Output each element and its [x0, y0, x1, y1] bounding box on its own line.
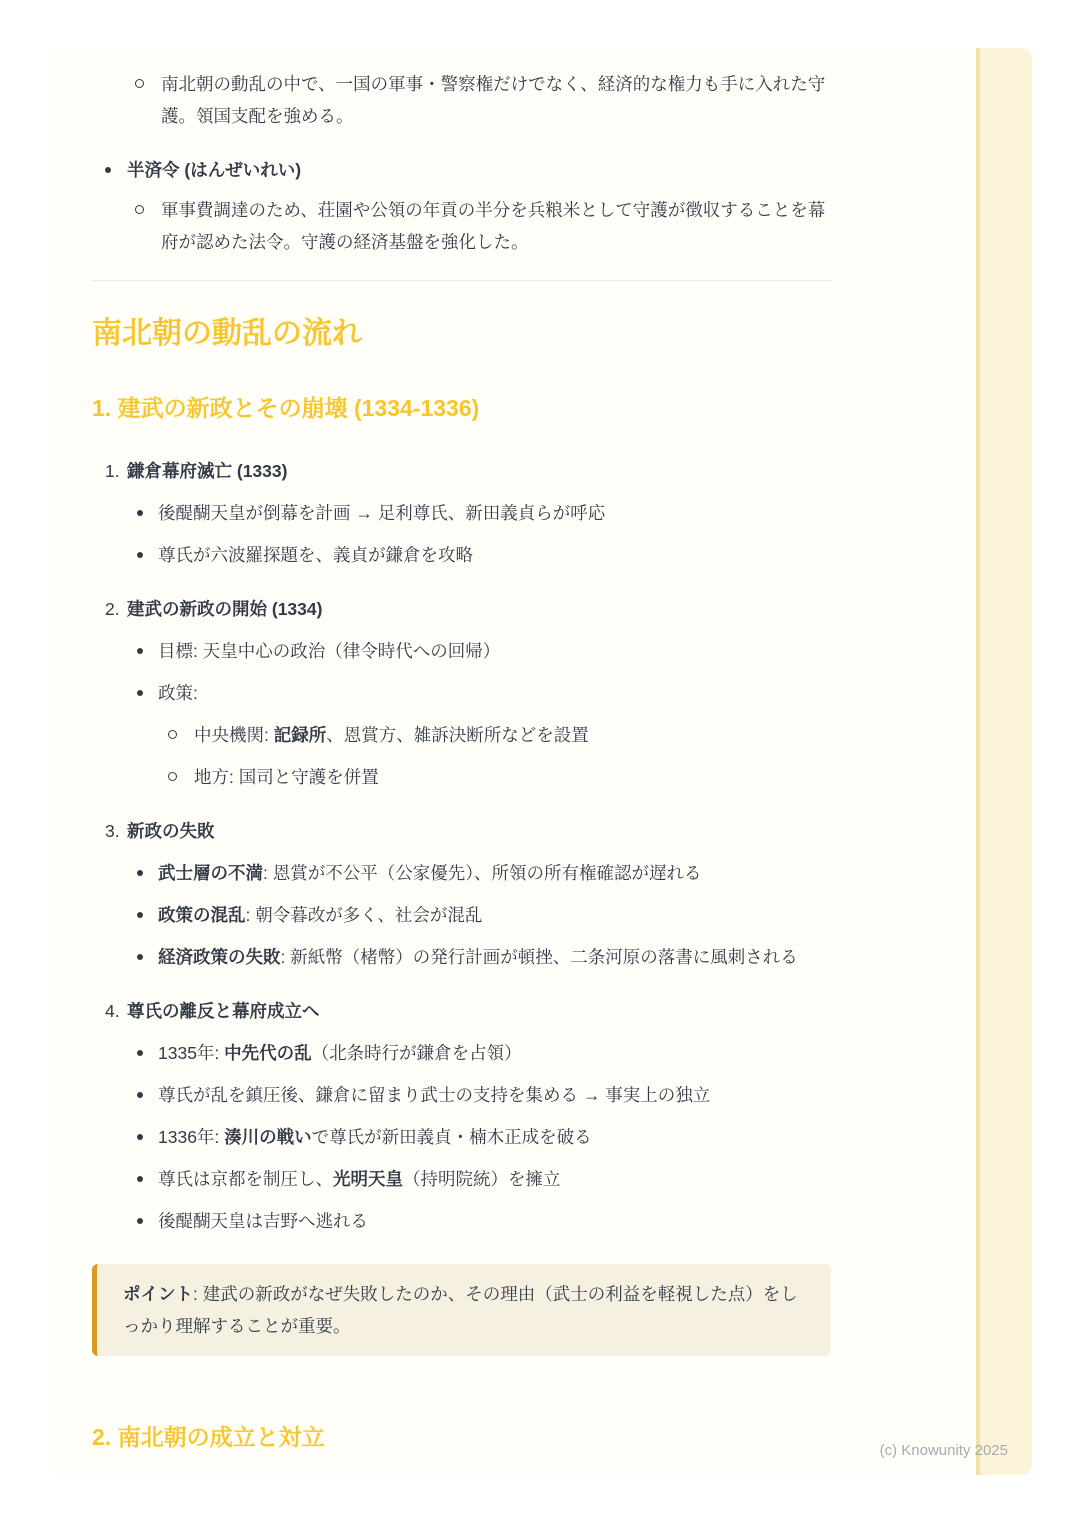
bullet-dot-icon: [137, 1050, 143, 1056]
outline-item: [92, 455, 837, 571]
list-item: [168, 761, 837, 793]
outline-item-title: [105, 995, 837, 1027]
list-item: [137, 899, 837, 931]
list-item-text: [158, 1163, 837, 1195]
outline-item: [92, 593, 837, 793]
text-part-bold: 中先代の乱: [224, 1043, 312, 1063]
outline-item: [92, 815, 837, 973]
list-item: [137, 539, 837, 571]
list-item-text: [158, 899, 837, 931]
list-item-text: 目標: 天皇中心の政治（律令時代への回帰）: [158, 641, 501, 661]
section-divider: [92, 280, 832, 281]
bullet-dot-icon: [137, 1218, 143, 1224]
list-item: [105, 154, 837, 186]
outline-item-title: [105, 593, 837, 625]
list-item-text: [158, 1037, 837, 1069]
point-text: : 建武の新政がなぜ失敗したのか、その理由（武士の利益を軽視した点）をしっかり理解することが重要。: [123, 1284, 798, 1336]
term-definition: 軍事費調達のため、荘園や公領の年貢の半分を兵粮米として守護が徴収することを幕府が認めた法令。守護の経済基盤を強化した。: [161, 200, 826, 252]
bullet-dot-icon: [137, 1092, 143, 1098]
outline-item: [92, 995, 837, 1237]
text-part-bold: 政策の混乱: [158, 905, 246, 925]
outline-title-text: 新政の失敗: [127, 821, 215, 841]
list-item-text: 後醍醐天皇が倒幕を計画 → 足利尊氏、新田義貞らが呼応: [158, 503, 606, 523]
subsection-heading-1: 1. 建武の新政とその崩壊 (1334-1336): [92, 395, 480, 421]
outline-item-title: [105, 815, 837, 847]
list-item-text: [158, 1121, 837, 1153]
list-number: 2.: [105, 599, 120, 619]
text-part: 中央機関:: [194, 725, 274, 745]
text-part: : 恩賞が不公平（公家優先）、所領の所有権確認が遅れる: [263, 863, 702, 883]
text-part: 1336年:: [158, 1127, 225, 1147]
list-item: [168, 719, 837, 751]
list-item: [135, 194, 837, 258]
outline-title-text: 尊氏の離反と幕府成立へ: [127, 1001, 320, 1021]
text-part: （北条時行が鎌倉を占領）: [311, 1043, 522, 1063]
list-item: [137, 635, 837, 667]
bullet-dot-icon: [137, 912, 143, 918]
list-number: 3.: [105, 821, 120, 841]
list-item-text: 地方: 国司と守護を併置: [194, 767, 379, 787]
bullet-circle-icon: [168, 772, 177, 781]
list-item: [137, 1079, 837, 1111]
list-item-text: 尊氏が乱を鎮圧後、鎌倉に留まり武士の支持を集める → 事実上の独立: [158, 1085, 711, 1105]
term-label: 半済令 (はんぜいれい): [127, 160, 302, 180]
text-part-bold: 湊川の戦い: [224, 1127, 312, 1147]
copyright-watermark: (c) Knowunity 2025: [879, 1442, 1008, 1459]
bullet-dot-icon: [137, 1134, 143, 1140]
list-item: [137, 1037, 837, 1069]
bullet-circle-icon: [135, 205, 144, 214]
text-part-bold: 光明天皇: [333, 1169, 403, 1189]
bullet-dot-icon: [137, 510, 143, 516]
bullet-dot-icon: [137, 1176, 143, 1182]
list-item-text: [158, 857, 837, 889]
bullet-circle-icon: [168, 730, 177, 739]
text-part-bold: 記録所: [273, 725, 327, 745]
list-item-text: [194, 719, 837, 751]
list-item: [137, 1163, 837, 1195]
bullet-dot-icon: [137, 690, 143, 696]
bullet-dot-icon: [137, 648, 143, 654]
list-item: [137, 677, 837, 709]
bullet-dot-icon: [137, 870, 143, 876]
subsection-heading-2: 2. 南北朝の成立と対立: [92, 1424, 325, 1450]
list-item: [137, 497, 837, 529]
text-part: 1335年:: [158, 1043, 225, 1063]
list-item-text: [158, 941, 837, 973]
list-item: [137, 857, 837, 889]
list-item-text: 南北朝の動乱の中で、一国の軍事・警察権だけでなく、経済的な権力も手に入れた守護。領国支配を強める。: [161, 74, 826, 126]
text-part: 尊氏は京都を制圧し、: [158, 1169, 333, 1189]
page-edge-stripe: [976, 48, 1032, 1475]
list-number: 1.: [105, 461, 120, 481]
list-item-text: 尊氏が六波羅探題を、義貞が鎌倉を攻略: [158, 545, 473, 565]
notes-page: [48, 48, 1032, 1475]
text-part-bold: 武士層の不満: [158, 863, 263, 883]
list-item: [137, 1205, 837, 1237]
list-item-text: 政策:: [158, 683, 198, 703]
text-part: : 新紙幣（楮幣）の発行計画が頓挫、二条河原の落書に風刺される: [280, 947, 798, 967]
list-item: [137, 1121, 837, 1153]
text-part: : 朝令暮改が多く、社会が混乱: [245, 905, 483, 925]
bullet-dot-icon: [137, 954, 143, 960]
outline-title-text: 鎌倉幕府滅亡 (1333): [127, 461, 288, 481]
page-content: [48, 48, 837, 1452]
outline-item-title: [105, 455, 837, 487]
text-part: で尊氏が新田義貞・楠木正成を破る: [311, 1127, 592, 1147]
list-item: [137, 941, 837, 973]
text-part: （持明院統）を擁立: [403, 1169, 561, 1189]
list-item-text: 後醍醐天皇は吉野へ逃れる: [158, 1211, 368, 1231]
point-label: ポイント: [123, 1284, 193, 1304]
list-number: 4.: [105, 1001, 120, 1021]
list-item: [135, 68, 837, 132]
bullet-circle-icon: [135, 79, 144, 88]
bullet-dot-icon: [137, 552, 143, 558]
point-callout: [92, 1264, 831, 1356]
outline-title-text: 建武の新政の開始 (1334): [127, 599, 323, 619]
text-part: 、恩賞方、雑訴決断所などを設置: [326, 725, 589, 745]
bullet-dot-icon: [105, 167, 111, 173]
section-heading: 南北朝の動乱の流れ: [92, 317, 362, 350]
text-part-bold: 経済政策の失敗: [158, 947, 281, 967]
